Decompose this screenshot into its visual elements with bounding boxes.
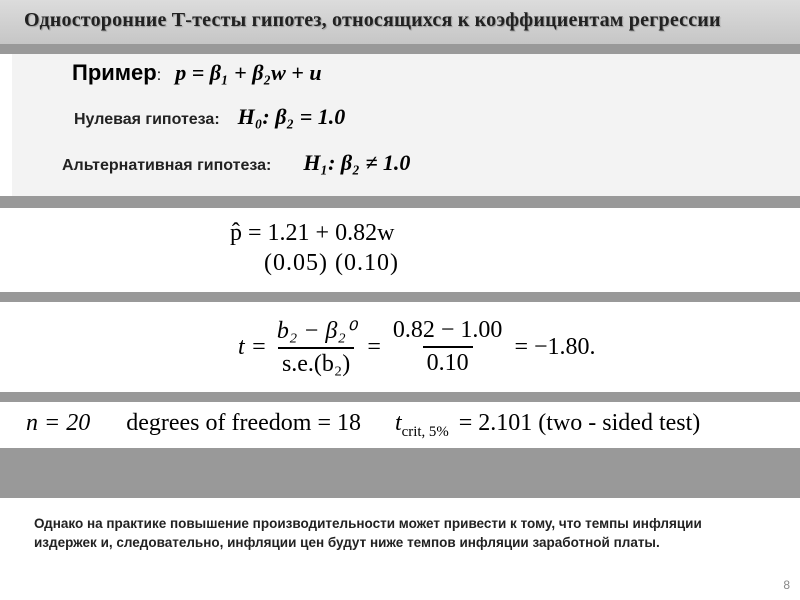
example-label: Пример <box>72 60 157 85</box>
t-fraction-numeric-denominator: 0.10 <box>423 346 473 377</box>
separator-band <box>0 448 800 498</box>
df-panel <box>12 402 800 448</box>
t-fraction-numeric <box>389 317 507 377</box>
note-text: Однако на практике повышение производительности может привести к тому, что темпы инфляции издержек и, следовательно, инфляции цен будут ниже темпов инфляции заработной платы. <box>34 516 702 550</box>
hypotheses-panel <box>12 54 800 196</box>
null-hypothesis-label: Нулевая гипотеза: <box>74 111 220 128</box>
estimate-panel <box>12 208 800 292</box>
null-hypothesis-formula: H₀: β₂ = 1.0 <box>237 104 346 129</box>
t-critical-subscript: crit, 5% <box>401 423 449 440</box>
page-number: 8 <box>783 578 790 592</box>
example-colon: : <box>156 67 162 84</box>
t-critical <box>394 410 449 440</box>
alt-hypothesis-formula: H₁: β₂ ≠ 1.0 <box>303 150 411 175</box>
title-bar <box>0 0 800 45</box>
separator-band <box>0 196 800 208</box>
separator-band <box>0 392 800 402</box>
alt-hypothesis-line <box>62 150 410 176</box>
df-line <box>26 410 701 440</box>
t-lhs: t = <box>238 333 267 360</box>
t-result: = −1.80. <box>514 333 596 360</box>
t-fraction-symbolic-numerator: b₂ − β₂⁰ <box>276 318 356 344</box>
alt-hypothesis-label: Альтернативная гипотеза: <box>62 157 272 174</box>
separator-band <box>0 44 800 54</box>
t-equals: = <box>367 333 381 360</box>
t-fraction-symbolic-denominator: s.e.(b₂) <box>278 347 354 378</box>
slide-title: Односторонние Т-тесты гипотез, относящихся к коэффициентам регрессии <box>24 9 721 31</box>
t-statistic-panel <box>12 302 800 392</box>
t-fraction-symbolic <box>273 316 359 378</box>
standard-errors: (0.05) (0.10) <box>264 250 399 276</box>
model-equation: p = β₁ + β₂w + u <box>175 60 322 85</box>
t-critical-symbol: t <box>394 410 402 436</box>
test-type: (two - sided test) <box>538 410 701 436</box>
example-line <box>72 60 322 86</box>
degrees-of-freedom: degrees of freedom = 18 <box>126 410 361 436</box>
separator-band <box>0 292 800 302</box>
t-critical-value: = 2.101 <box>458 410 533 436</box>
sample-size: n = 20 <box>26 410 91 436</box>
t-fraction-numeric-numerator: 0.82 − 1.00 <box>392 317 503 343</box>
null-hypothesis-line <box>74 104 345 130</box>
t-statistic-formula <box>238 310 596 384</box>
estimated-equation: p̂ = 1.21 + 0.82w <box>230 220 395 246</box>
